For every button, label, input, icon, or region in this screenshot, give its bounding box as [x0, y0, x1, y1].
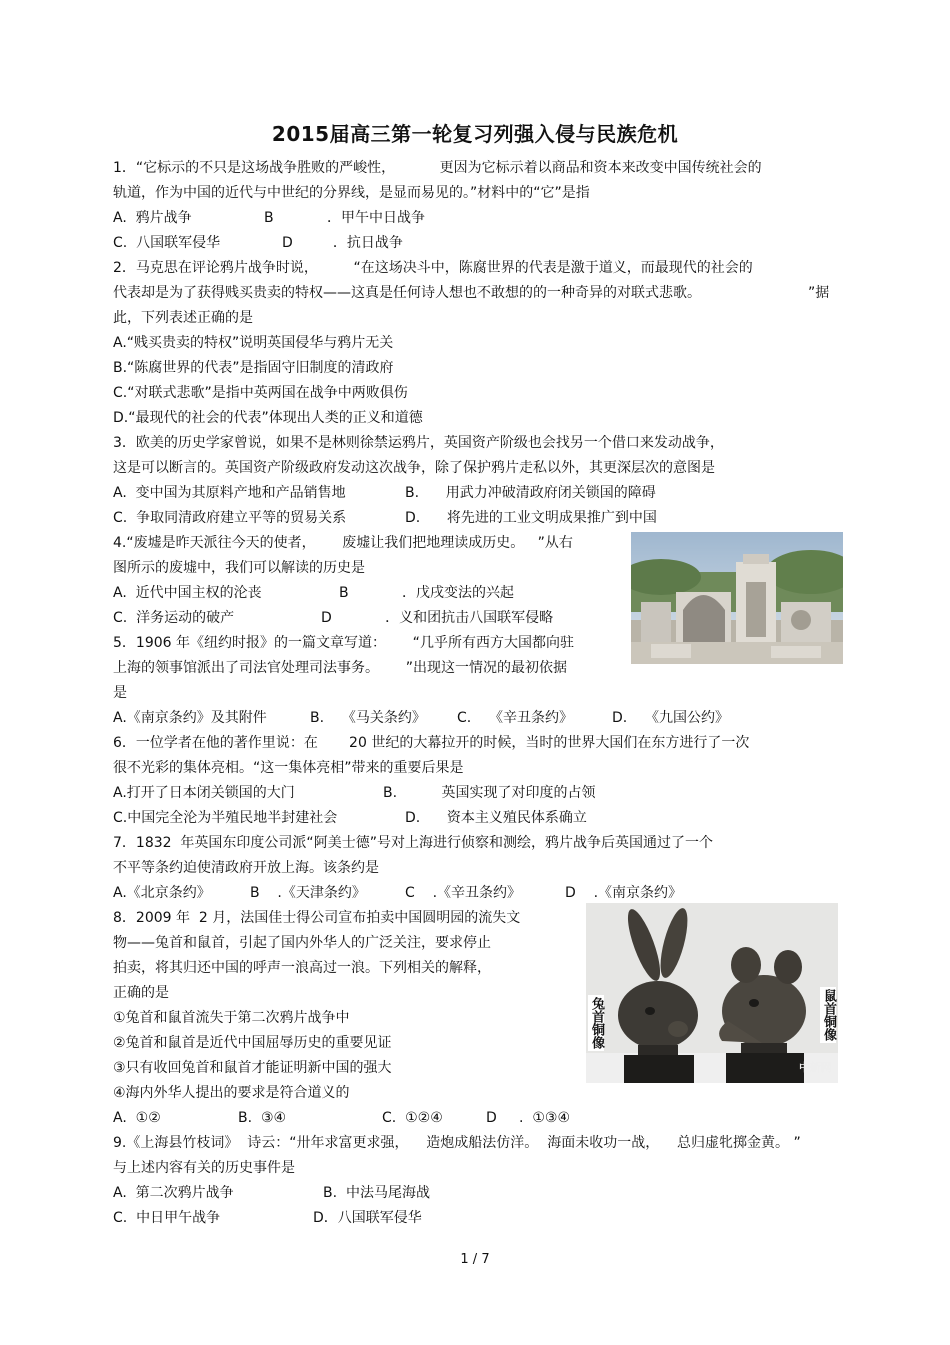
q1-option-b: B ．甲午中日战争 — [264, 210, 426, 226]
q1-option-c: C. 八国联军侵华 — [113, 235, 221, 251]
q8-stem-line-3: 拍卖，将其归还中国的呼声一浪高过一浪。下列相关的解释， — [113, 960, 491, 976]
q1-stem-line-2: 轨道，作为中国的近代与中世纪的分界线，是显而易见的。”材料中的“它”是指 — [113, 185, 590, 201]
q8-option-b: B. ③④ — [238, 1110, 287, 1126]
q2-stem-line-3: 此，下列表述正确的是 — [113, 310, 253, 326]
q5-stem-line-1: 5．1906 年《纽约时报》的一篇文章写道： “几乎所有西方大国都向驻 — [113, 635, 574, 651]
q3-stem-line-2: 这是可以断言的。英国资产阶级政府发动这次战争，除了保护鸦片走私以外，其更深层次的意图是 — [113, 460, 715, 476]
q6-option-b: B. 英国实现了对印度的占领 — [383, 785, 596, 801]
q8-option-a: A. ①② — [113, 1110, 161, 1126]
q8-stem-line-1: 8．2009 年 2 月，法国佳士得公司宣布拍卖中国圆明园的流失文 — [113, 910, 521, 926]
q7-option-c: C .《辛丑条约》 — [405, 885, 522, 901]
q8-statement-1: ①兔首和鼠首流失于第二次鸦片战争中 — [113, 1010, 350, 1026]
q9-option-d: D．八国联军侵华 — [313, 1210, 422, 1226]
q3-option-c: C. 争取同清政府建立平等的贸易关系 — [113, 510, 347, 526]
q9-stem-line-2: 与上述内容有关的历史事件是 — [113, 1160, 295, 1176]
q8-stem-line-4: 正确的是 — [113, 985, 169, 1001]
q6-option-d: D. 资本主义殖民体系确立 — [405, 810, 587, 826]
q2-option-b: B.“陈腐世界的代表”是指固守旧制度的清政府 — [113, 360, 394, 376]
q1-option-a: A. 鸦片战争 — [113, 210, 192, 226]
q2-option-d: D.“最现代的社会的代表”体现出人类的正义和道德 — [113, 410, 423, 426]
q8-statement-2: ②兔首和鼠首是近代中国屈辱历史的重要见证 — [113, 1035, 392, 1051]
q8-statement-3: ③只有收回兔首和鼠首才能证明新中国的强大 — [113, 1060, 392, 1076]
q9-option-b: B. 中法马尾海战 — [323, 1185, 430, 1201]
rat-head-caption: 鼠首铜像 — [821, 989, 836, 1041]
bronze-heads-photo — [586, 903, 838, 1083]
q5-option-d: D. 《九国公约》 — [612, 710, 730, 726]
q9-option-a: A. 第二次鸦片战争 — [113, 1185, 234, 1201]
q9-stem-line-1: 9.《上海县竹枝词》 诗云：“卅年求富更求强， 造炮成船法仿洋。 海面未收功一战， 总归虚牝掷金黄。 ” — [113, 1135, 801, 1151]
ruins-illustration — [631, 532, 843, 664]
q5-stem-line-3: 是 — [113, 685, 127, 701]
watermark: 中新网 — [799, 1061, 832, 1074]
q8-stem-line-2: 物——兔首和鼠首，引起了国内外华人的广泛关注，要求停止 — [113, 935, 491, 951]
q3-option-b: B. 用武力冲破清政府闭关锁国的障碍 — [405, 485, 656, 501]
q6-stem-line-2: 很不光彩的集体亮相。“这一集体亮相”带来的重要后果是 — [113, 760, 464, 776]
q8-option-c: C. ①②④ — [382, 1110, 443, 1126]
q6-stem-line-1: 6．一位学者在他的著作里说：在 20 世纪的大幕拉开的时候，当时的世界大国们在东方进行了一次 — [113, 735, 750, 751]
q2-stem-line-2-end: ”据 — [808, 285, 830, 301]
q5-stem-line-2: 上海的领事馆派出了司法官处理司法事务。 ”出现这一情况的最初依据 — [113, 660, 567, 676]
q3-stem-line-1: 3．欧美的历史学家曾说，如果不是林则徐禁运鸦片，英国资产阶级也会找另一个借口来发动战争， — [113, 435, 724, 451]
ruins-photo — [631, 532, 843, 664]
q5-option-c: C. 《辛丑条约》 — [457, 710, 574, 726]
q5-option-b: B. 《马关条约》 — [310, 710, 426, 726]
q6-option-a: A.打开了日本闭关锁国的大门 — [113, 785, 295, 801]
q7-option-a: A.《北京条约》 — [113, 885, 211, 901]
q1-stem-line-1: 1．“它标示的不只是这场战争胜败的严峻性， 更因为它标示着以商品和资本来改变中国传统社会的 — [113, 160, 762, 176]
rabbit-head-caption: 兔首铜像 — [589, 997, 604, 1049]
q5-option-a: A.《南京条约》及其附件 — [113, 710, 267, 726]
q4-stem-line-2: 图所示的废墟中，我们可以解读的历史是 — [113, 560, 365, 576]
q3-option-a: A. 变中国为其原料产地和产品销售地 — [113, 485, 346, 501]
q6-option-c: C.中国完全沦为半殖民地半封建社会 — [113, 810, 338, 826]
q8-option-d: D . ①③④ — [486, 1110, 571, 1126]
page-number: 1 / 7 — [460, 1252, 490, 1267]
bronze-heads-illustration — [586, 903, 838, 1083]
q3-option-d: D. 将先进的工业文明成果推广到中国 — [405, 510, 657, 526]
q4-stem-line-1: 4.“废墟是昨天派往今天的使者， 废墟让我们把地理读成历史。 ”从右 — [113, 535, 573, 551]
q7-stem-line-1: 7．1832 年英国东印度公司派“阿美士德”号对上海进行侦察和测绘，鸦片战争后英国通过了一个 — [113, 835, 713, 851]
q7-option-d: D .《南京条约》 — [565, 885, 683, 901]
q4-option-c: C. 洋务运动的破产 — [113, 610, 235, 626]
q4-option-a: A. 近代中国主权的沦丧 — [113, 585, 262, 601]
q1-option-d: D ．抗日战争 — [282, 235, 403, 251]
q2-stem-line-2: 代表却是为了获得贱买贵卖的特权——这真是任何诗人想也不敢想的的一种奇异的对联式悲歌。 — [113, 285, 701, 301]
q2-stem-line-1: 2．马克思在评论鸦片战争时说， “在这场决斗中，陈腐世界的代表是激于道义，而最现代的社会的 — [113, 260, 753, 276]
q4-option-d: D ．义和团抗击八国联军侵略 — [321, 610, 554, 626]
q2-option-a: A.“贱买贵卖的特权”说明英国侵华与鸦片无关 — [113, 335, 394, 351]
document-title: 2015届高三第一轮复习列强入侵与民族危机 — [271, 122, 679, 146]
q7-option-b: B .《天津条约》 — [250, 885, 366, 901]
q7-stem-line-2: 不平等条约迫使清政府开放上海。该条约是 — [113, 860, 379, 876]
q4-option-b: B ．戊戌变法的兴起 — [339, 585, 515, 601]
q9-option-c: C. 中日甲午战争 — [113, 1210, 221, 1226]
q8-statement-4: ④海内外华人提出的要求是符合道义的 — [113, 1085, 350, 1101]
q2-option-c: C.“对联式悲歌”是指中英两国在战争中两败俱伤 — [113, 385, 408, 401]
